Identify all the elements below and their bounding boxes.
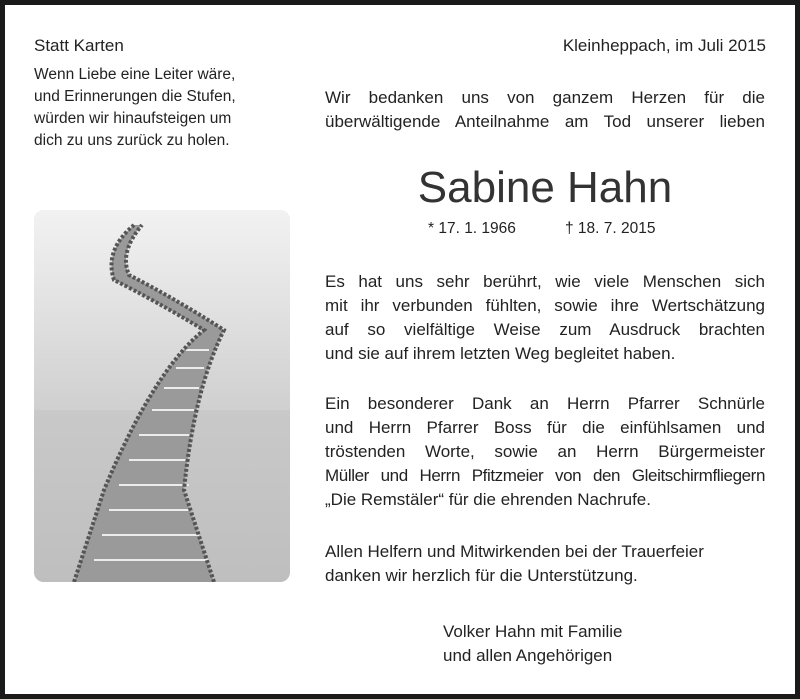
signature-line: und allen Angehörigen — [443, 646, 613, 665]
poem-line: würden wir hinaufsteigen um — [34, 110, 232, 127]
intro-line: Wir bedanken uns von ganzem Herzen für die — [325, 88, 765, 107]
poem-line: Wenn Liebe eine Leiter wäre, — [34, 66, 236, 83]
intro-text — [325, 86, 765, 134]
text-line: Ein besonderer Dank an Herrn Pfarrer Schnürle — [325, 394, 765, 413]
intro-line: überwältigende Anteilnahme am Tod unserer lieben — [325, 112, 765, 131]
paragraph-3 — [325, 540, 765, 588]
text-line: Müller und Herrn Pfitzmeier von den Gleitschirmfliegern — [325, 466, 765, 485]
signature-line: Volker Hahn mit Familie — [443, 622, 623, 641]
poem — [34, 64, 236, 152]
poem-line: und Erinnerungen die Stufen, — [34, 88, 236, 105]
text-line: danken wir herzlich für die Unterstützung. — [325, 566, 638, 585]
birth-date: * 17. 1. 1966 — [428, 220, 516, 237]
text-line: und Herrn Pfarrer Boss für die einfühlsamen und — [325, 418, 765, 437]
header-left: Statt Karten — [34, 36, 124, 55]
deceased-name: Sabine Hahn — [417, 163, 673, 212]
paragraph-2 — [325, 392, 765, 512]
poem-line: dich zu uns zurück zu holen. — [34, 132, 230, 149]
header-date: Kleinheppach, im Juli 2015 — [562, 36, 766, 55]
text-line: mit ihr verbunden fühlten, sowie ihre Wertschätzung — [325, 296, 765, 315]
paragraph-1 — [325, 270, 765, 366]
text-line: tröstenden Worte, sowie an Herrn Bürgermeister — [325, 442, 765, 461]
text-line: Allen Helfern und Mitwirkenden bei der Trauerfeier — [325, 542, 704, 561]
text-line: „Die Remstäler“ für die ehrenden Nachrufe. — [325, 490, 651, 509]
text-line: und sie auf ihrem letzten Weg begleitet haben. — [325, 344, 676, 363]
death-date: † 18. 7. 2015 — [565, 220, 656, 237]
signature — [443, 620, 623, 668]
staircase-image — [34, 210, 290, 582]
text-line: Es hat uns sehr berührt, wie viele Menschen sich — [325, 272, 765, 291]
text-line: auf so vielfältige Weise zum Ausdruck brachten — [325, 320, 765, 339]
